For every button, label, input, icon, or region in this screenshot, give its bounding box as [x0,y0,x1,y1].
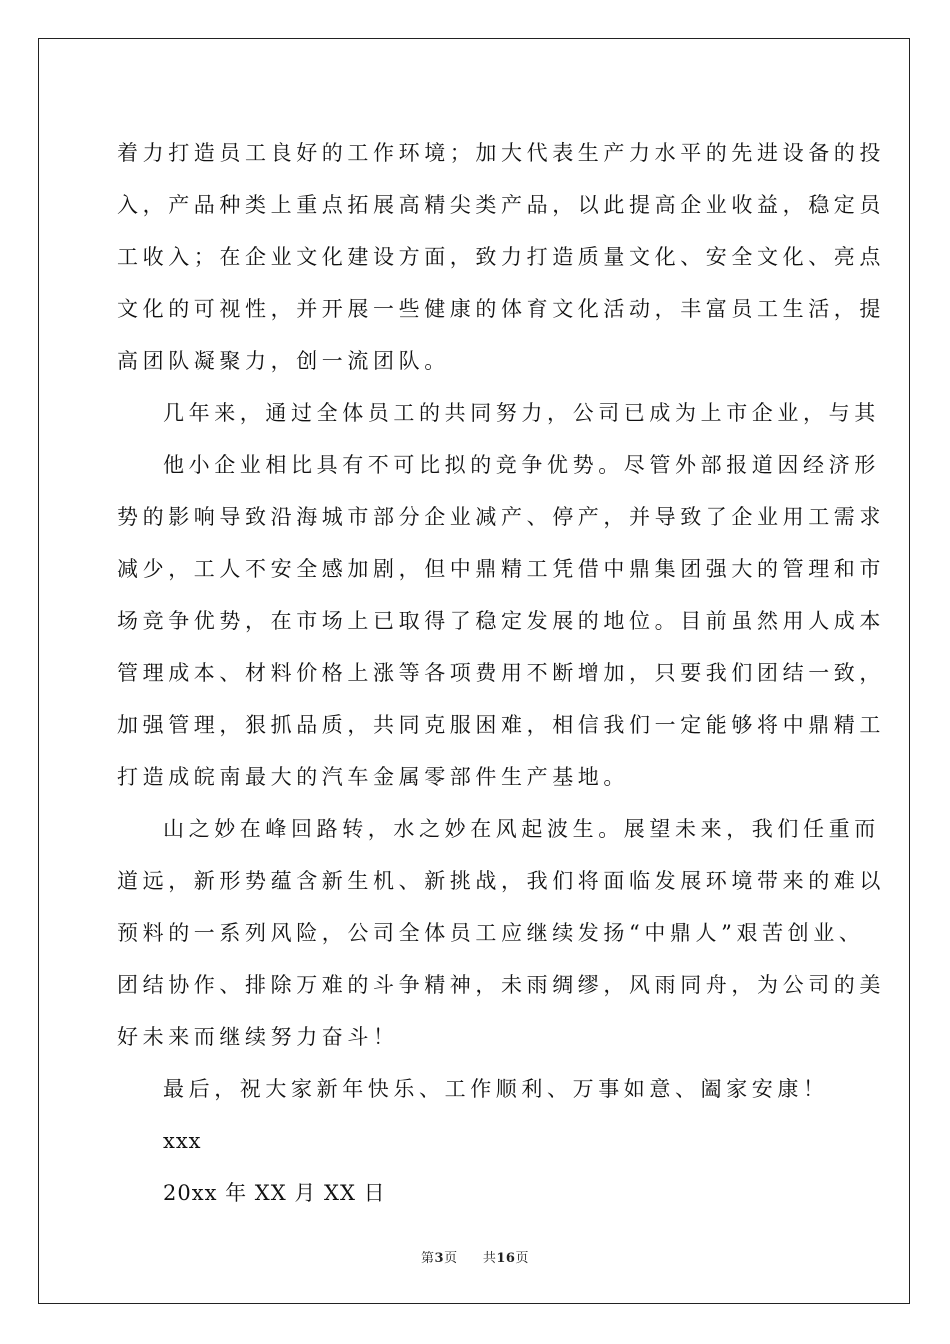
text-line: 入，产品种类上重点拓展高精尖类产品，以此提高企业收益，稳定员 [117,193,885,217]
text-line: 打造成皖南最大的汽车金属零部件生产基地。 [117,765,629,789]
text-line: 势的影响导致沿海城市部分企业减产、停产，并导致了企业用工需求 [117,505,885,529]
text-line: 着力打造员工良好的工作环境；加大代表生产力水平的先进设备的投 [117,141,885,165]
page-footer [0,1247,950,1266]
text-line: 文化的可视性，并开展一些健康的体育文化活动，丰富员工生活，提 [117,297,885,321]
text-line: 好未来而继续努力奋斗！ [117,1025,399,1049]
total-label-suffix: 页 [515,1251,529,1266]
text-line: 管理成本、材料价格上涨等各项费用不断增加，只要我们团结一致， [117,661,885,685]
text-line: 高团队凝聚力，创一流团队。 [117,349,450,373]
text-line: 预料的一系列风险，公司全体员工应继续发扬“中鼎人”艰苦创业、 [117,921,865,945]
text-line: 他小企业相比具有不可比拟的竞争优势。尽管外部报道因经济形 [163,453,880,477]
text-line: 山之妙在峰回路转，水之妙在风起波生。展望未来，我们任重而 [163,817,880,841]
text-line: 道远，新形势蕴含新生机、新挑战，我们将面临发展环境带来的难以 [117,869,885,893]
text-line: 场竞争优势，在市场上已取得了稳定发展的地位。目前虽然用人成本 [117,609,885,633]
text-line: 减少，工人不安全感加剧，但中鼎精工凭借中鼎集团强大的管理和市 [117,557,885,581]
text-lines [117,127,885,1115]
signature: xxx [163,1129,202,1153]
text-line: 团结协作、排除万难的斗争精神，未雨绸缪，风雨同舟，为公司的美 [117,973,885,997]
date-line: 20xx 年 XX 月 XX 日 [163,1181,386,1205]
text-line: 工收入；在企业文化建设方面，致力打造质量文化、安全文化、亮点 [117,245,885,269]
text-line: 最后，祝大家新年快乐、工作顺利、万事如意、阖家安康！ [163,1077,829,1101]
page-label-suffix: 页 [444,1251,458,1266]
text-line: 几年来，通过全体员工的共同努力，公司已成为上市企业，与其 [163,401,880,425]
total-pages: 16 [496,1251,516,1266]
page-label-prefix: 第 [421,1251,435,1266]
document-body [117,127,885,1219]
total-label-prefix: 共 [482,1251,497,1266]
text-line: 加强管理，狠抓品质，共同克服困难，相信我们一定能够将中鼎精工 [117,713,885,737]
page-number: 3 [434,1251,445,1266]
